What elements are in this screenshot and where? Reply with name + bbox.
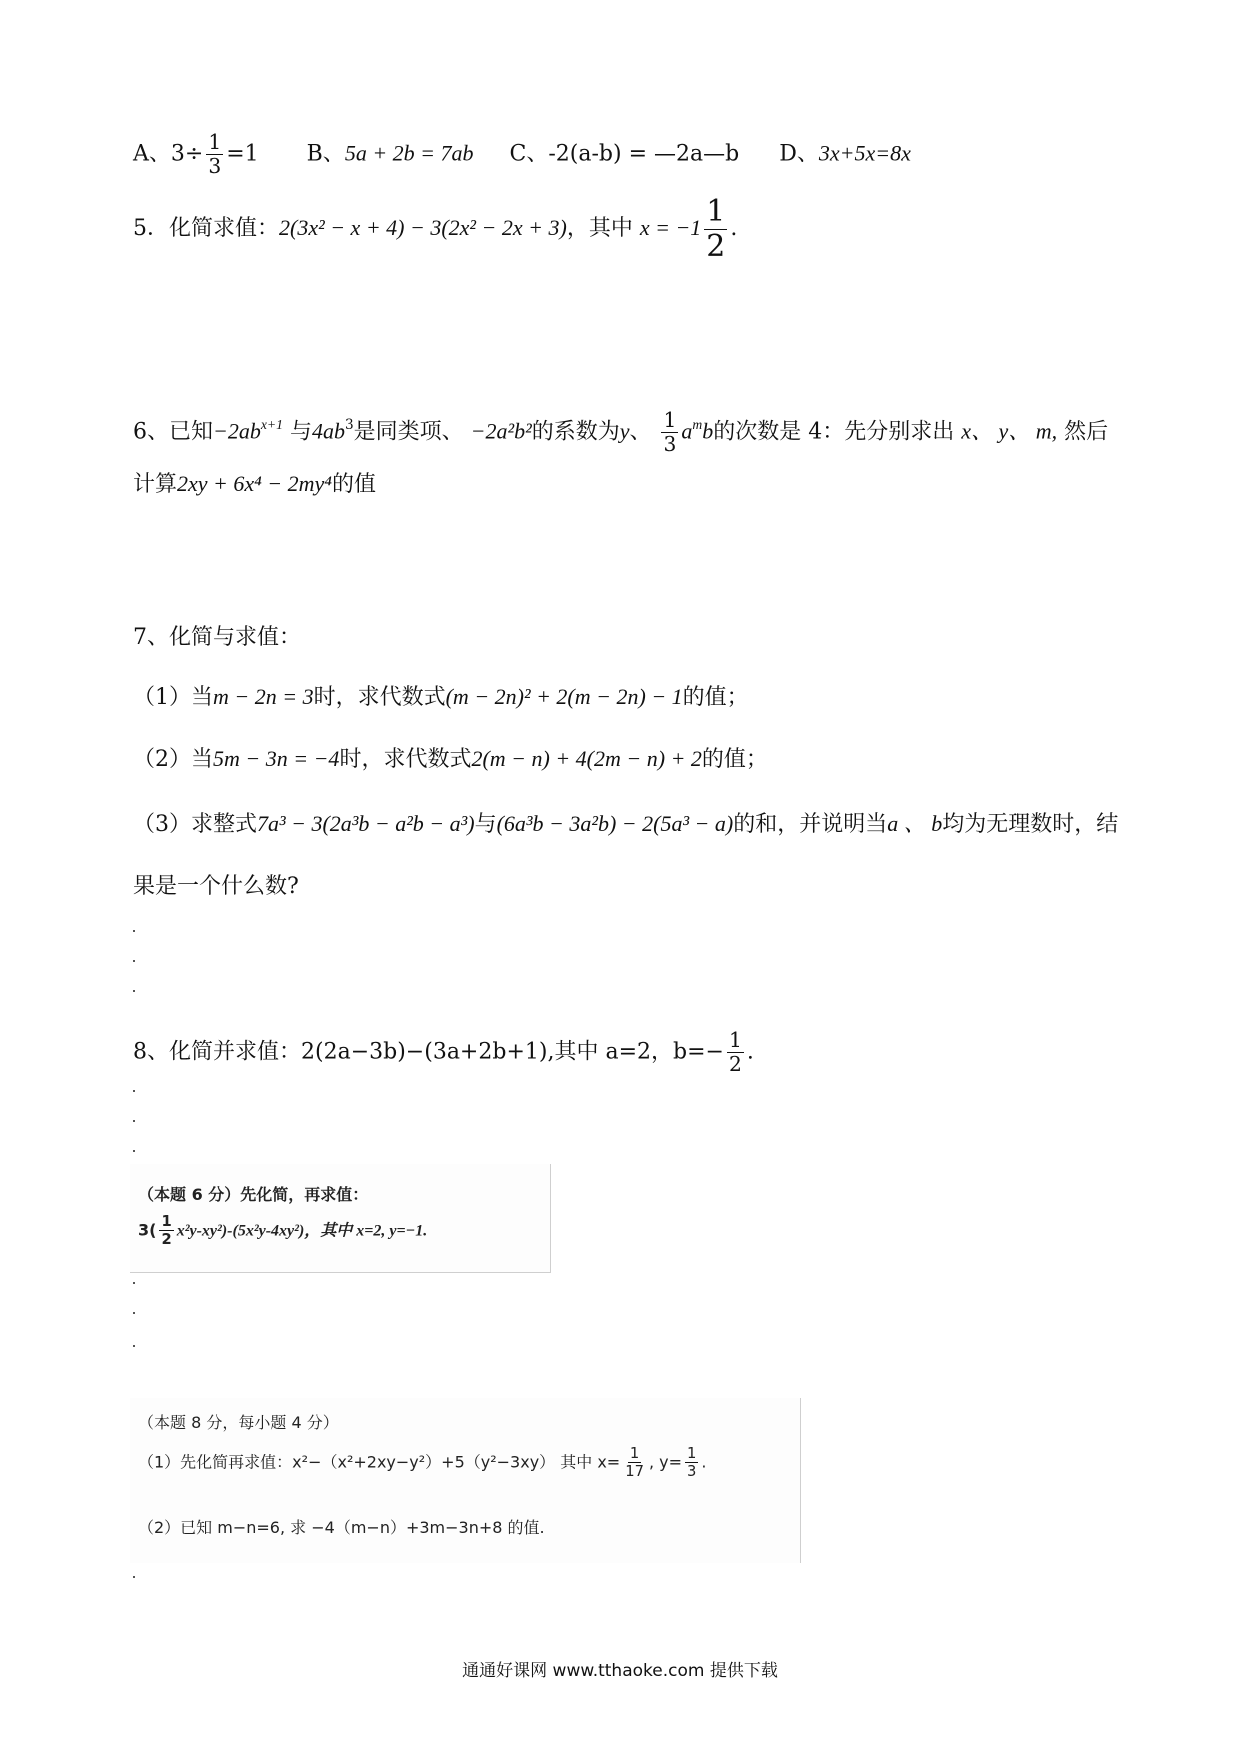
margin-dot	[133, 1090, 135, 1092]
margin-dot	[133, 1120, 135, 1122]
q7-part-1-expression: (m − 2n)² + 2(m − 2n) − 1	[445, 684, 683, 709]
q7-part-1-middle: 时，求代数式	[313, 685, 446, 710]
q5-expression: 2(3x² − x + 4) − 3(2x² − 2x + 3)	[279, 215, 567, 240]
q7-part-1-label: （1）当	[133, 685, 213, 710]
q7-part-3-middle: 与	[474, 812, 497, 837]
q7-part-2-label: （2）当	[133, 747, 213, 772]
margin-dot	[133, 990, 135, 992]
q6-text-2: 与	[289, 419, 312, 445]
q6-text-5: 、	[629, 419, 652, 445]
scanned-problem-2-part-1: （1）先化简再求值：x²−（x²+2xy−y²）+5（y²−3xy） 其中 x= $\frac{1}{17}$ , y= $\frac{1}{3}$ .	[138, 1445, 707, 1481]
scanned-problem-1-header: （本题 6 分）先化简，再求值：	[138, 1185, 369, 1204]
q6-line-2-suffix: 的值	[331, 472, 376, 497]
q4-option-a-label: A、	[133, 141, 171, 167]
q6-term-2: 4ab	[311, 418, 345, 444]
q8-fraction: $\frac{1}{2}$	[728, 1028, 742, 1077]
margin-dot	[133, 1150, 135, 1152]
q5-condition-var: x = −1	[639, 215, 702, 240]
margin-dot	[133, 1312, 135, 1314]
q5-condition-prefix: ，其中	[566, 216, 633, 241]
q7-part-3-line-2: 果是一个什么数?	[133, 874, 299, 899]
q4-option-a-expr-pre: 3÷	[170, 141, 204, 167]
q6-vars: x、 y、 m,	[961, 418, 1058, 444]
q4-option-a-fraction: $\frac{1}{3}$	[208, 130, 222, 179]
scanned-problem-1-expression-line: 3( $\frac{1}{2}$ x²y-xy²)-(5x²y-4xy²)，其中 x=2, y=−1.	[138, 1213, 428, 1249]
q6-term-4-post: b	[702, 418, 714, 444]
scanned-problem-2-part-2: （2）已知 m−n=6, 求 −4（m−n）+3m−3n+8 的值.	[138, 1518, 545, 1537]
margin-dot	[133, 1282, 135, 1284]
scanned-problem-2-fraction-1: $\frac{1}{17}$	[625, 1445, 644, 1481]
q6-line-2	[133, 473, 376, 496]
q7-title: 7、化简与求值：	[133, 625, 301, 650]
q8-number: 8、	[133, 1039, 169, 1065]
q7-part-1	[133, 686, 749, 709]
q4-option-b-label: B、	[306, 141, 345, 167]
q8-line	[133, 1030, 754, 1075]
q7-part-2-middle: 时，求代数式	[339, 747, 472, 772]
q4-option-c-label: C、	[509, 141, 549, 167]
q4-option-d-expr: 3x+5x=8x	[818, 140, 911, 166]
q7-part-3	[133, 813, 1118, 836]
q7-part-1-end: 的值；	[682, 685, 749, 710]
scanned-problem-2-fraction-2: $\frac{1}{3}$	[687, 1445, 697, 1481]
q7-part-3-expression-2: (6a³b − 3a²b) − 2(5a³ − a)	[496, 811, 734, 836]
q4-option-c-expr: -2(a-b) = —2a—b	[548, 141, 740, 167]
q7-part-2-expression: 2(m − n) + 4(2m − n) + 2	[471, 746, 702, 771]
scanned-problem-1-fraction: $\frac{1}{2}$	[161, 1213, 172, 1249]
q8-expression: 2(2a−3b)−(3a+2b+1),	[301, 1039, 555, 1065]
margin-dot	[133, 930, 135, 932]
q6-text-6: 的次数是 4：先分别求出	[713, 419, 955, 445]
q5-condition-fraction: $\frac{1}{2}$	[706, 194, 726, 264]
q4-options-line	[133, 132, 911, 177]
q7-part-2-condition: 5m − 3n = −4	[213, 746, 340, 771]
q7-part-2-end: 的值；	[701, 747, 768, 772]
q4-option-a-expr-post: =1	[226, 141, 259, 167]
q6-line-2-prefix: 计算	[133, 472, 178, 497]
q4-option-d-label: D、	[779, 141, 819, 167]
q7-part-3-label: （3）求整式	[133, 812, 257, 837]
q6-var-y: y	[619, 418, 630, 444]
q6-line-1	[133, 410, 1108, 455]
q6-term-4-exponent: m	[692, 417, 703, 433]
q6-term-4: a	[681, 418, 693, 444]
q6-text-1: 已知	[169, 419, 214, 445]
q7-part-3-text-2: 均为无理数时，结	[942, 812, 1119, 837]
q4-option-b-expr: 5a + 2b = 7ab	[344, 140, 474, 166]
q5-number: 5．	[133, 216, 169, 241]
q7-part-3-expression-1: 7a³ − 3(2a³b − a²b − a³)	[257, 811, 475, 836]
scanned-problem-1-expression: x²y-xy²)-(5x²y-4xy²)，其中 x=2, y=−1.	[176, 1222, 428, 1240]
q7-part-2	[133, 748, 768, 771]
q8-end: .	[746, 1039, 754, 1065]
q5-line	[133, 196, 737, 262]
page-footer: 通通好课网 www.tthaoke.com 提供下载	[462, 1661, 778, 1681]
q8-condition: 其中 a=2，b=−	[554, 1039, 724, 1065]
margin-dot	[133, 1345, 135, 1347]
q7-part-3-text: 的和，并说明当	[733, 812, 888, 837]
q7-part-3-vars: a 、 b	[887, 811, 943, 836]
q6-text-7: 然后	[1064, 419, 1109, 445]
scanned-problem-1	[130, 1164, 551, 1273]
q6-text-3: 是同类项、	[353, 419, 464, 445]
scanned-problem-2-header: （本题 8 分，每小题 4 分）	[138, 1413, 339, 1432]
q5-prompt: 化简求值：	[169, 216, 280, 241]
q6-fraction: $\frac{1}{3}$	[663, 408, 677, 457]
q6-term-1: −2ab	[213, 418, 261, 444]
q6-term-2-exponent: 3	[344, 417, 354, 434]
q6-number: 6、	[133, 419, 169, 445]
margin-dot	[133, 1576, 135, 1578]
q6-term-3: −2a²b²	[470, 418, 532, 444]
q8-prompt: 化简并求值：	[169, 1039, 302, 1065]
q6-line-2-expression: 2xy + 6x⁴ − 2my⁴	[177, 471, 332, 496]
q7-part-1-condition: m − 2n = 3	[213, 684, 314, 709]
q6-term-1-exponent: x+1	[260, 417, 283, 433]
q5-end: .	[730, 216, 738, 241]
margin-dot	[133, 960, 135, 962]
scanned-problem-2	[130, 1398, 801, 1563]
q6-text-4: 的系数为	[531, 419, 620, 445]
